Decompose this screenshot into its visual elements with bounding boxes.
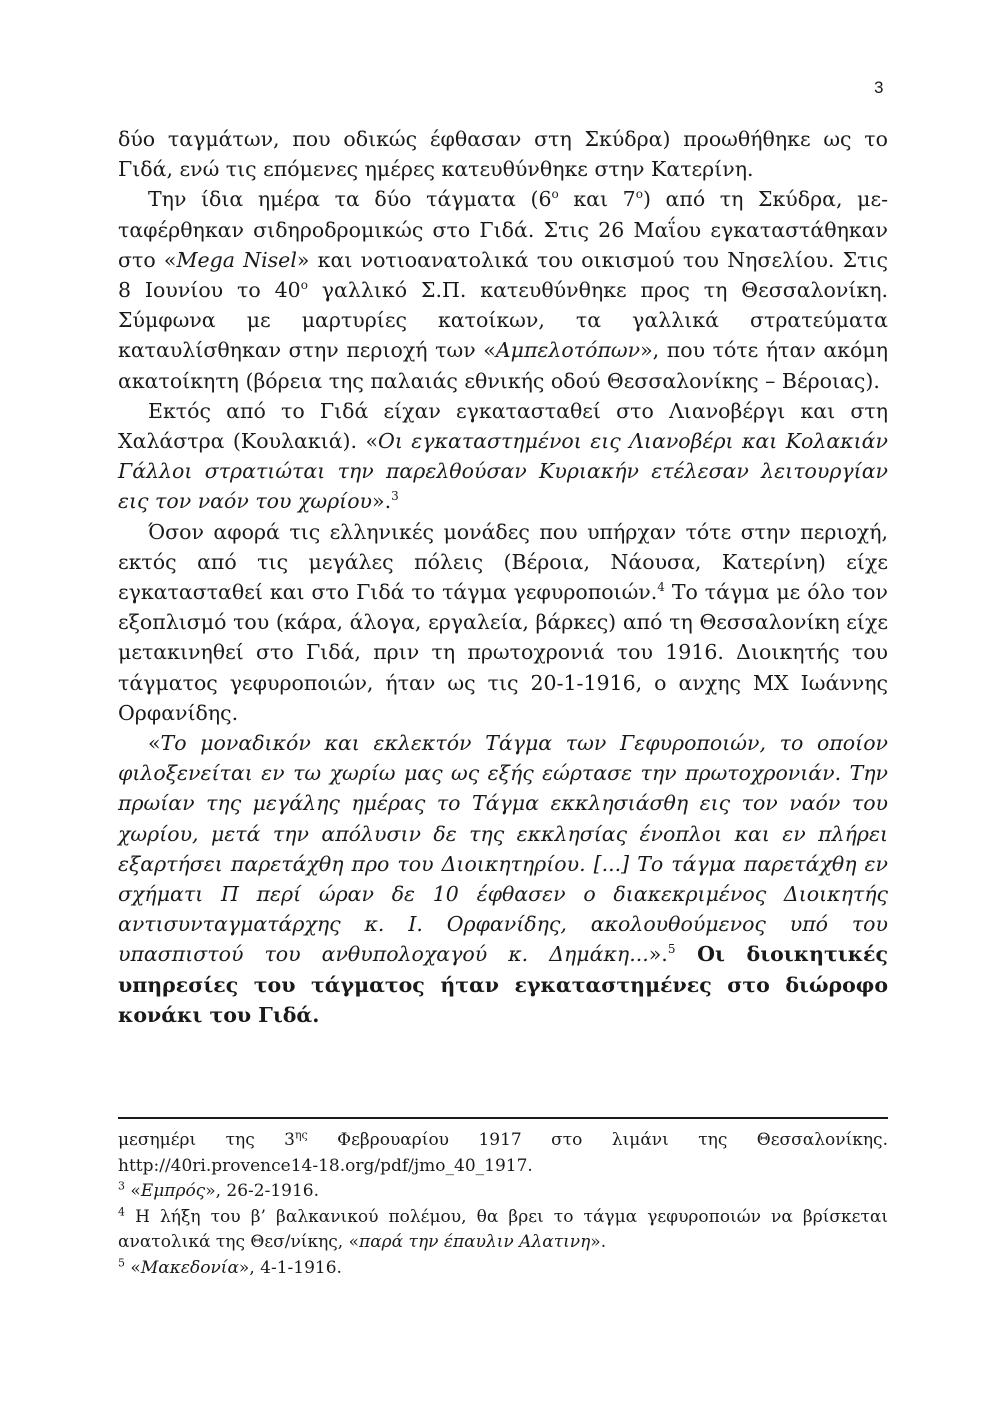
footnote-number: 3 bbox=[118, 1179, 125, 1193]
paragraph-3-text-b: ». bbox=[372, 489, 392, 514]
italic-newspaper-name: Εμπρός bbox=[140, 1181, 206, 1202]
footnote-ref-5: 5 bbox=[667, 942, 676, 957]
paragraph-3-text-a: Εκτός από το Γιδά είχαν εγκατασταθεί στο Λιανοβέργι και στη Χαλάστρα (Κουλακιά). « bbox=[118, 398, 888, 454]
footnote-4-text-b: ». bbox=[590, 1232, 607, 1253]
superscript-ordinal: ο bbox=[300, 278, 308, 293]
footnote-3 bbox=[118, 1179, 888, 1205]
paragraph-4-text-b: Το τάγμα με όλο τον εξοπλισμό του (κάρα, άλογα, εργαλεία, βάρκες) από τη Θεσσαλονίκη είχε μετακινηθεί στο Γιδά, πριν τη πρωτοχρονιά του 1916. Διοικητής του τάγματος γεφυροποιών, ήταν ως τις 20-1-1916, ο ανχης ΜΧ Ιωάννης Ορφανίδης. bbox=[118, 580, 888, 725]
paragraph-3 bbox=[118, 396, 888, 517]
paragraph-2 bbox=[118, 184, 888, 395]
italic-newspaper-name: Μακεδονία bbox=[140, 1257, 239, 1278]
paragraph-5 bbox=[118, 728, 888, 1030]
bold-sentence: Οι διοικητικές υπηρεσίες του τάγματος ήταν εγκαταστημένες στο διώροφο κονάκι του Γιδά. bbox=[118, 942, 889, 1027]
footnote-continuation bbox=[118, 1128, 888, 1179]
footnotes bbox=[118, 1128, 888, 1282]
footnote-cont-text-a: μεσημέρι της 3 bbox=[118, 1130, 295, 1150]
footnote-3-text-b: », 26-2-1916. bbox=[205, 1181, 320, 1202]
paragraph-5-text-a: « bbox=[148, 731, 161, 756]
footnote-ref-4: 4 bbox=[657, 580, 665, 595]
italic-quotation: Οι εγκαταστημένοι εις Λιανοβέρι και Κολακιάν Γάλλοι στρατιώται την παρελθούσαν Κυριακήν ετέλεσαν λειτουργίαν εις τον ναόν του χωρίου bbox=[118, 429, 888, 514]
page-number: 3 bbox=[874, 78, 884, 97]
paragraph-4-text-a: Όσον αφορά τις ελληνικές μονάδες που υπήρχαν τότε στην περιοχή, εκτός από τις μεγάλες πόλεις (Βέροια, Νάουσα, Κατερίνη) είχε εγκατασταθεί και στο Γιδά το τάγμα γεφυροποιών. bbox=[118, 519, 888, 605]
paragraph-2-text-e: γαλλικό Σ.Π. κατευθύνθηκε προς τη Θεσσαλονίκη. Σύμφωνα με μαρτυρίες κατοίκων, τα γαλλικά στρατεύματα καταυλίσθηκαν στην περιοχή των « bbox=[118, 278, 888, 363]
footnote-5-text-b: », 4-1-1916. bbox=[238, 1257, 342, 1278]
paragraph-2-text-d: » και νοτιοανατολικά του οικισμού του Νησελίου. Στις 8 Ιουνίου το 40 bbox=[118, 247, 889, 303]
superscript-ordinal: ο bbox=[551, 187, 559, 202]
italic-quotation: παρά την έπαυλιν Αλατινη bbox=[359, 1232, 591, 1253]
footnote-divider bbox=[118, 1117, 888, 1119]
italic-place-name: Αμπελοτόπων bbox=[495, 338, 641, 363]
paragraph-1 bbox=[118, 124, 888, 184]
italic-place-name: Mega Nisel bbox=[176, 247, 297, 272]
footnote-4 bbox=[118, 1205, 888, 1256]
body-text bbox=[118, 124, 888, 1030]
paragraph-2-text-c: ) από τη Σκύδρα, μεταφέρθηκαν σιδηροδρομικώς στο Γιδά. Στις 26 Μαΐου εγκαταστάθηκαν στο « bbox=[118, 187, 888, 272]
paragraph-4 bbox=[118, 517, 888, 728]
footnote-5 bbox=[118, 1256, 888, 1282]
superscript-ordinal: ο bbox=[635, 187, 643, 202]
italic-quotation: Το μοναδικόν και εκλεκτόν Τάγμα των Γεφυροποιών, το οποίον φιλοξενείται εν τω χωρίω μας ως εξής εώρτασε την πρωτοχρονιάν. Την πρωίαν της μεγάλης ημέρας το Τάγμα εκκλησιάσθη εις τον ναόν του χωρίου, μετά την απόλυσιν δε της εκκλησίας ένοπλοι και εν πλήρει εξαρτήσει παρετάχθη προ του Διοικητηρίου. [...] Το τάγμα παρετάχθη εν σχήματι Π περί ώραν δε 10 έφθασεν ο διακεκριμένος Διοικητής αντισυνταγματάρχης κ. Ι. Ορφανίδης, ακολουθούμενος υπό του υπασπιστού του ανθυπολοχαγού κ. Δημάκη... bbox=[118, 731, 888, 967]
paragraph-2-text-b: και 7 bbox=[558, 187, 636, 212]
footnote-4-text-a: Η λήξη του β’ βαλκανικού πολέμου, θα βρει το τάγμα γεφυροποιών να βρίσκεται ανατολικά της Θεσ/νίκης, « bbox=[118, 1206, 888, 1253]
footnote-3-text-a: « bbox=[125, 1181, 141, 1202]
paragraph-2-text-a: Την ίδια ημέρα τα δύο τάγματα (6 bbox=[148, 187, 552, 212]
paragraph-2-text-f: », που τότε ήταν ακόμη ακατοίκητη (βόρεια της παλαιάς εθνικής οδού Θεσσαλονίκης – Βέροιας). bbox=[118, 338, 888, 393]
footnote-number: 5 bbox=[118, 1256, 125, 1270]
footnote-cont-text-b: Φεβρουαρίου 1917 στο λιμάνι της Θεσσαλονίκης. http://40ri.provence14-18.org/pdf/jmo_40_1917. bbox=[118, 1130, 888, 1176]
footnote-5-text-a: « bbox=[125, 1257, 141, 1278]
paragraph-1-text: δύο ταγμάτων, που οδικώς έφθασαν στη Σκύδρα) προωθήθηκε ως το Γιδά, ενώ τις επόμενες ημέρες κατευθύνθηκε στην Κατερίνη. bbox=[118, 127, 888, 182]
superscript-ordinal: ης bbox=[294, 1128, 308, 1142]
paragraph-5-text-b: ». bbox=[648, 942, 668, 967]
footnote-ref-3: 3 bbox=[391, 489, 399, 504]
footnote-number: 4 bbox=[118, 1205, 125, 1219]
